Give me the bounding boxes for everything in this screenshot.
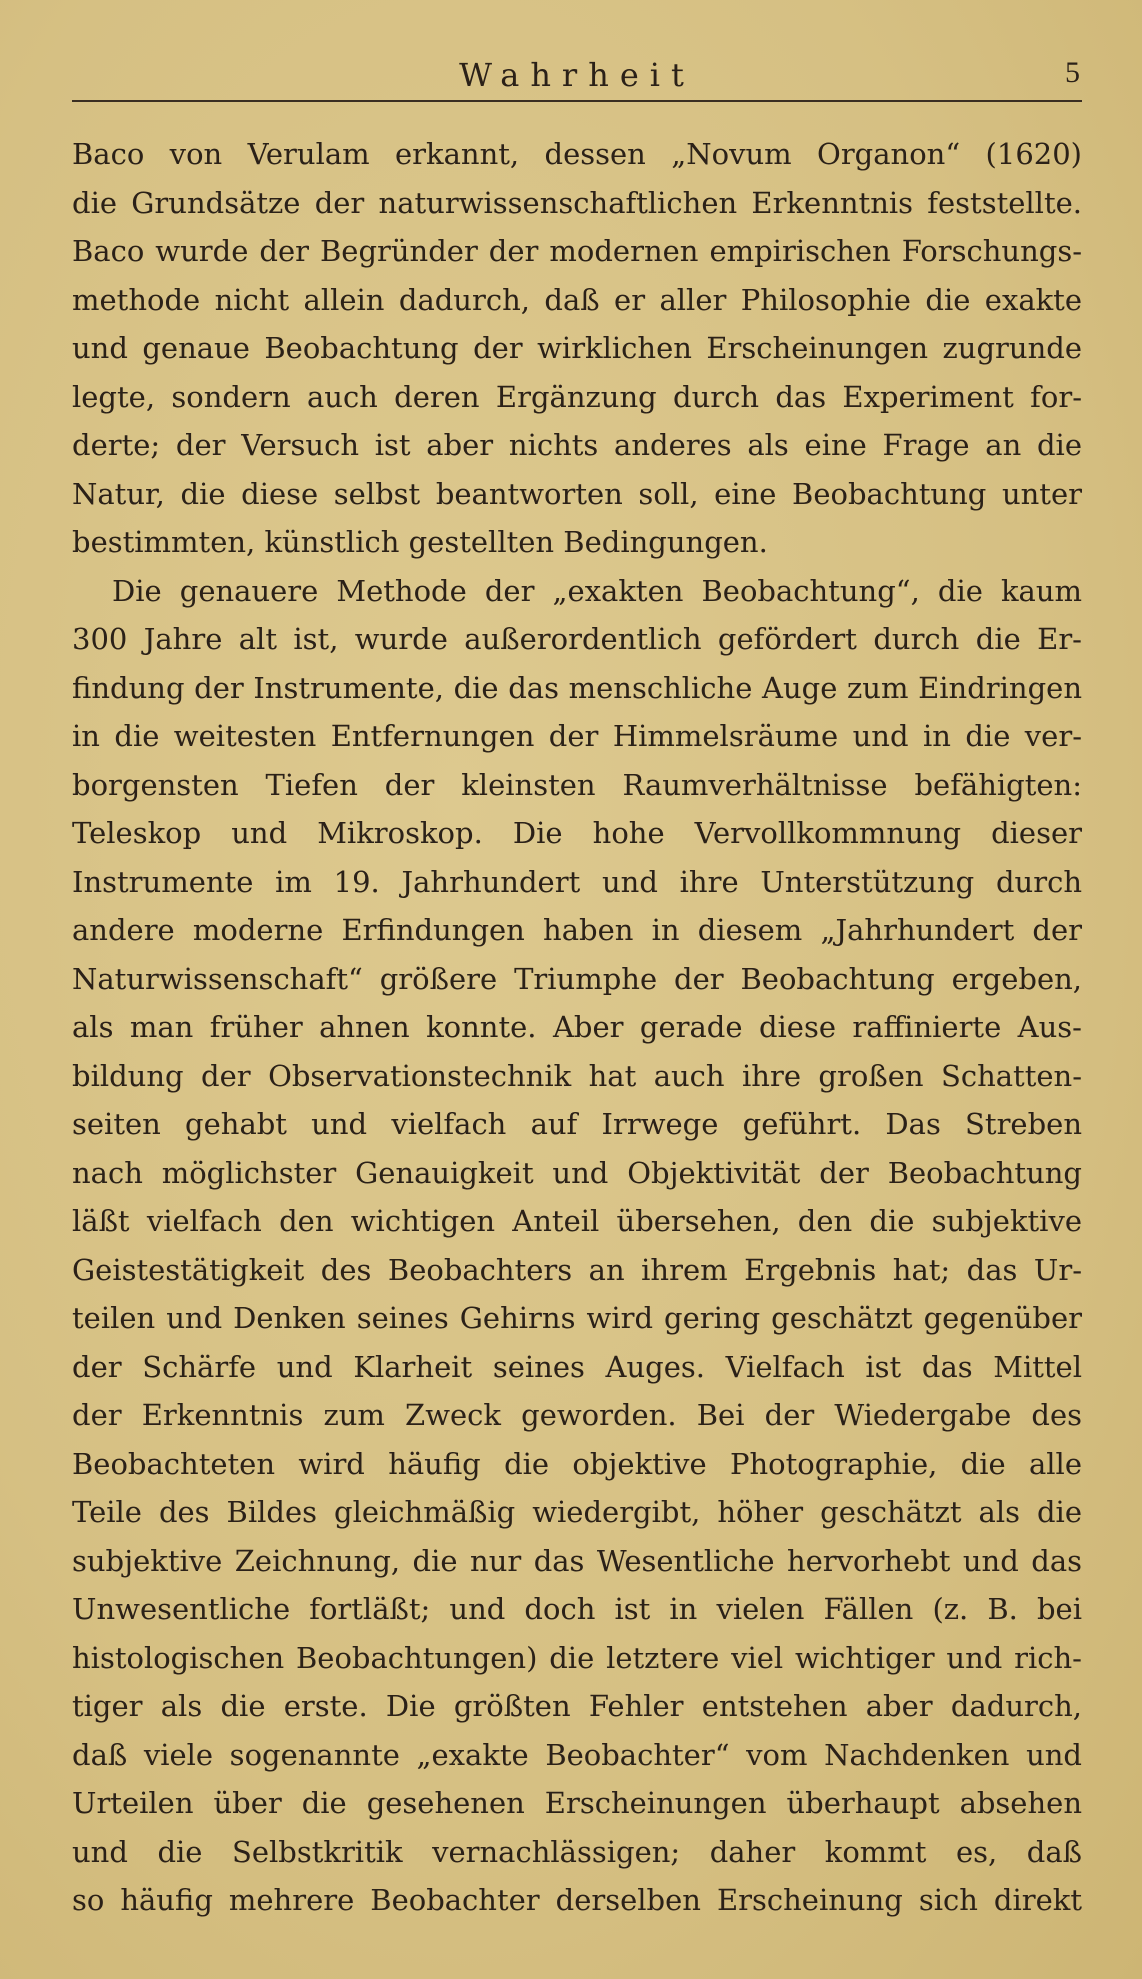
book-page: [72, 50, 1082, 1925]
text-line: läßt vielfach den wichtigen Anteil übersehen, den die subjektive: [72, 1204, 1082, 1238]
text-line: und genaue Beobachtung der wirklichen Erscheinungen zugrunde: [72, 331, 1082, 365]
text-line: Teile des Bildes gleichmäßig wiedergibt, höher geschätzt als die: [72, 1495, 1082, 1529]
text-line: daß viele sogenannte „exakte Beobachter“ vom Nachdenken und: [72, 1737, 1082, 1772]
text-line: so häufig mehrere Beobachter derselben Erscheinung sich direkt: [72, 1883, 1082, 1917]
running-header: [72, 50, 1082, 102]
text-line: der Schärfe und Klarheit seines Auges. Vielfach ist das Mittel: [72, 1349, 1082, 1384]
page-number: 5: [1065, 56, 1080, 89]
text-line: in die weitesten Entfernungen der Himmelsräume und in die ver-: [72, 719, 1082, 753]
body-text: [72, 130, 1082, 1925]
text-line: methode nicht allein dadurch, daß er aller Philosophie die exakte: [72, 282, 1082, 317]
text-line: bildung der Observationstechnik hat auch ihre großen Schatten-: [72, 1058, 1082, 1093]
text-line: und die Selbstkritik vernachlässigen; daher kommt es, daß: [72, 1834, 1082, 1869]
text-line: teilen und Denken seines Gehirns wird gering geschätzt gegenüber: [72, 1301, 1082, 1335]
text-line: nach möglichster Genauigkeit und Objektivität der Beobachtung: [72, 1155, 1082, 1190]
text-line: Instrumente im 19. Jahrhundert und ihre Unterstützung durch: [72, 864, 1082, 899]
text-line: der Erkenntnis zum Zweck geworden. Bei der Wiedergabe des: [72, 1398, 1082, 1432]
text-line: borgensten Tiefen der kleinsten Raumverhältnisse befähigten:: [72, 767, 1082, 802]
text-line: Die genauere Methode der „exakten Beobachtung“, die kaum: [112, 573, 1082, 608]
text-line: Baco wurde der Begründer der modernen empirischen Forschungs-: [72, 234, 1082, 268]
text-line: subjektive Zeichnung, die nur das Wesentliche hervorhebt und das: [72, 1543, 1082, 1578]
header-rule: [72, 100, 1082, 102]
text-line: Naturwissenschaft“ größere Triumphe der Beobachtung ergeben,: [72, 961, 1082, 996]
text-line: Unwesentliche fortläßt; und doch ist in vielen Fällen (z. B. bei: [72, 1592, 1082, 1626]
text-line: Natur, die diese selbst beantworten soll, eine Beobachtung unter: [72, 476, 1082, 511]
text-line: die Grundsätze der naturwissenschaftlichen Erkenntnis feststellte.: [72, 185, 1082, 220]
text-line: 300 Jahre alt ist, wurde außerordentlich gefördert durch die Er-: [72, 622, 1082, 656]
running-title: Wahrheit: [459, 56, 695, 94]
text-line: Beobachteten wird häufig die objektive Photographie, die alle: [72, 1446, 1082, 1481]
text-line: Geistestätigkeit des Beobachters an ihrem Ergebnis hat; das Ur-: [72, 1252, 1082, 1287]
text-line: histologischen Beobachtungen) die letztere viel wichtiger und rich-: [72, 1640, 1082, 1675]
text-line: tiger als die erste. Die größten Fehler entstehen aber dadurch,: [72, 1689, 1082, 1723]
text-line: legte, sondern auch deren Ergänzung durch das Experiment for-: [72, 379, 1082, 414]
text-line: Baco von Verulam erkannt, dessen „Novum Organon“ (1620): [72, 137, 1082, 171]
text-line: seiten gehabt und vielfach auf Irrwege geführt. Das Streben: [72, 1107, 1082, 1141]
text-line: Teleskop und Mikroskop. Die hohe Vervollkommnung dieser: [72, 816, 1082, 850]
text-line: andere moderne Erfindungen haben in diesem „Jahrhundert der: [72, 913, 1082, 947]
text-line: findung der Instrumente, die das menschliche Auge zum Eindringen: [72, 670, 1082, 705]
text-line: als man früher ahnen konnte. Aber gerade diese raffinierte Aus-: [72, 1010, 1082, 1044]
text-line: Urteilen über die gesehenen Erscheinungen überhaupt absehen: [72, 1786, 1082, 1820]
text-line: bestimmten, künstlich gestellten Bedingungen.: [72, 525, 768, 559]
text-line: derte; der Versuch ist aber nichts anderes als eine Frage an die: [72, 428, 1082, 462]
